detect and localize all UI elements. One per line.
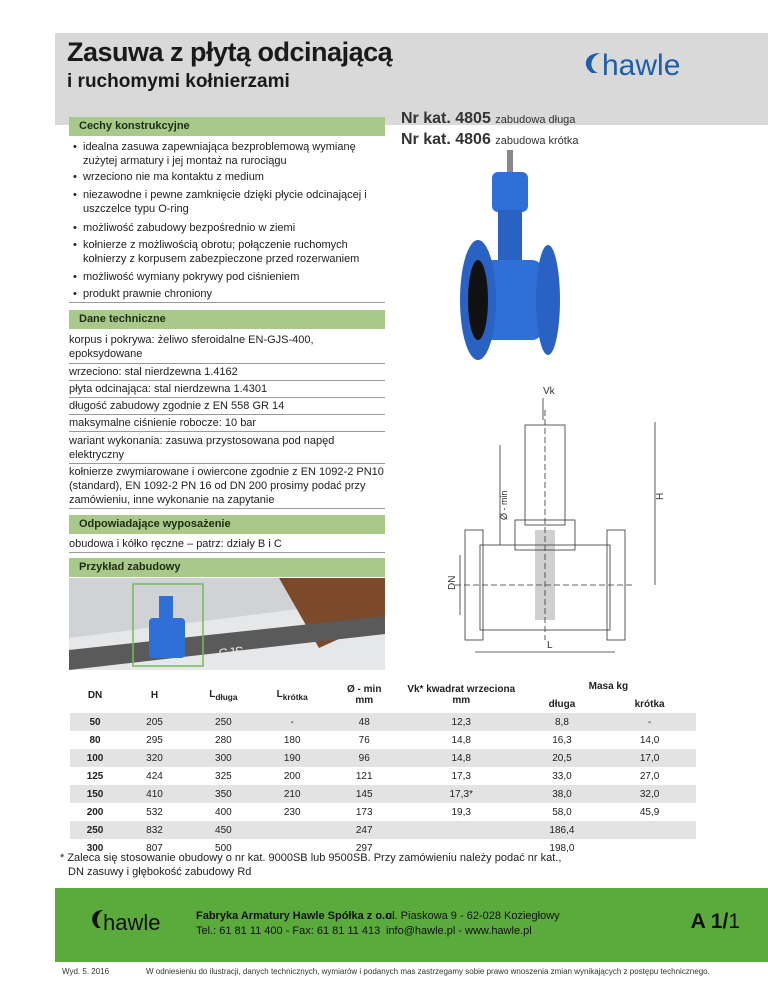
footer-hawle-logo — [89, 904, 169, 940]
table-row — [70, 803, 696, 821]
table-cell: 27,0 — [639, 770, 660, 782]
footnote: * Zaleca się stosowanie obudowy o nr kat. 9000SB lub 9500SB. Przy zamówieniu należy podać nr kat., DN zasuwy i głębokość zabudowy Rd — [60, 852, 562, 878]
table-cell: 400 — [215, 806, 232, 818]
catalog-number-short: Nr kat. 4806 zabudowa krótka — [401, 131, 579, 148]
table-cell: 807 — [146, 842, 163, 854]
table-cell: 121 — [355, 770, 373, 782]
table-cell: 100 — [70, 749, 120, 767]
table-cell: 150 — [70, 785, 120, 803]
technical-row: długość zabudowy zgodnie z EN 558 GR 14 — [69, 400, 285, 412]
table-row — [70, 713, 696, 731]
technical-drawing — [447, 380, 680, 665]
feature-item: • idealna zasuwa zapewniająca bezproblemową wymianę zużytej armatury i jej montaż na rurociągu — [69, 140, 385, 168]
table-cell: 205 — [120, 713, 189, 731]
table-cell: 424 — [146, 770, 163, 782]
table-cell: 250 — [70, 821, 120, 839]
table-cell: 190 — [258, 749, 327, 767]
table-cell: 173 — [355, 806, 373, 818]
page-number: A 1/1 — [690, 910, 740, 933]
table-cell — [258, 821, 327, 839]
accessories-heading: Odpowiadające wyposażenie — [69, 515, 385, 534]
company-phone: Tel.: 61 81 11 400 - Fax: 61 81 11 413 — [196, 925, 381, 937]
feature-item: • możliwość zabudowy bezpośrednio w ziemi — [69, 221, 385, 235]
divider — [69, 380, 385, 381]
table-cell: 8,8 — [521, 713, 603, 731]
table-cell: 14,8 — [402, 749, 521, 767]
table-cell: 80 — [89, 734, 101, 746]
table-cell: 186,4 — [521, 821, 603, 839]
col-l-short: $L_{krótka}$ — [276, 688, 308, 702]
table-cell: 325 — [215, 770, 232, 782]
drawing-label-dn: DN — [447, 575, 458, 590]
features-heading: Cechy konstrukcyjne — [69, 117, 385, 136]
table-row — [70, 785, 696, 803]
technical-row: wrzeciono: stal nierdzewna 1.4162 — [69, 366, 238, 378]
technical-row: maksymalne ciśnienie robocze: 10 bar — [69, 417, 257, 429]
divider — [69, 397, 385, 398]
disclaimer: W odniesieniu do ilustracji, danych technicznych, wymiarów i podanych mas zastrzegamy sobie prawo wnoszenia zmian wynikających z postępu technicznego. — [146, 967, 710, 976]
divider — [69, 508, 385, 509]
table-cell: - — [603, 713, 696, 731]
company-contact: info@hawle.pl - www.hawle.pl — [386, 925, 532, 937]
svg-text:GJS: GJS — [217, 643, 245, 661]
table-cell: 180 — [283, 734, 301, 746]
table-cell: 500 — [215, 842, 232, 854]
table-cell: 200 — [86, 806, 104, 818]
divider — [69, 363, 385, 364]
table-cell: 198,0 — [549, 842, 575, 854]
col-l-long: $L_{długa}$ — [209, 688, 238, 702]
technical-row: płyta odcinająca: stal nierdzewna 1.4301 — [69, 383, 268, 395]
table-cell: 300 — [189, 749, 258, 767]
table-cell — [402, 821, 521, 839]
table-cell: 17,3* — [402, 785, 521, 803]
table-cell: 250 — [189, 713, 258, 731]
drawing-label-dmin: Ø - min — [499, 490, 509, 520]
catalog-number-long: Nr kat. 4805 zabudowa długa — [401, 110, 576, 127]
technical-row: wariant wykonania: zasuwa przystosowana pod napęd elektryczny — [69, 435, 335, 461]
company-address: ul. Piaskowa 9 - 62-028 Koziegłowy — [386, 910, 560, 922]
footer-band — [55, 888, 768, 962]
table-row — [70, 749, 696, 767]
table-cell: 295 — [146, 734, 163, 746]
table-cell: 320 — [120, 749, 189, 767]
table-cell: 33,0 — [552, 770, 572, 782]
feature-item: • niezawodne i pewne zamknięcie dzięki płycie odcinającej i uszczelce typu O-ring — [69, 188, 385, 216]
table-row — [70, 767, 696, 785]
table-cell: 450 — [189, 821, 258, 839]
table-cell: 230 — [283, 806, 301, 818]
table-cell: 96 — [327, 749, 402, 767]
feature-item: • kołnierze z możliwością obrotu; połączenie ruchomych kołnierzy z korpusem zabezpieczone przed rozerwaniem — [69, 238, 385, 266]
table-cell: 14,8 — [451, 734, 471, 746]
table-cell: 19,3 — [451, 806, 471, 818]
table-cell: 76 — [358, 734, 370, 746]
table-cell: 38,0 — [521, 785, 603, 803]
svg-text:hawle: hawle — [602, 49, 681, 82]
table-cell: 532 — [146, 806, 163, 818]
divider — [69, 414, 385, 415]
table-cell: 832 — [120, 821, 189, 839]
accessories-text: obudowa i kółko ręczne – patrz: działy B i C — [69, 538, 282, 550]
page-subtitle: i ruchomymi kołnierzami — [67, 71, 290, 92]
table-cell: 350 — [189, 785, 258, 803]
technical-row: korpus i pokrywa: żeliwo sferoidalne EN-GJS-400, epoksydowane — [69, 334, 314, 360]
feature-item: • produkt prawnie chroniony — [69, 287, 385, 301]
feature-item: • wrzeciono nie ma kontaktu z medium — [69, 170, 385, 184]
dimensions-table — [70, 677, 696, 857]
table-cell: 12,3 — [402, 713, 521, 731]
table-cell: - — [258, 713, 327, 731]
divider — [69, 463, 385, 464]
table-cell — [603, 821, 696, 839]
page-title: Zasuwa z płytą odcinającą — [67, 37, 393, 67]
table-cell: 32,0 — [603, 785, 696, 803]
table-cell: 16,3 — [552, 734, 572, 746]
table-cell: 300 — [86, 842, 104, 854]
technical-heading: Dane techniczne — [69, 310, 385, 329]
table-cell: 297 — [355, 842, 373, 854]
table-row — [70, 821, 696, 839]
table-cell: 210 — [258, 785, 327, 803]
technical-row: kołnierze zwymiarowane i owiercone zgodnie z EN 1092-2 PN10 (standard), EN 1092-2 PN 16 od DN 200 prosimy podać przy zamówieniu, inne wykonanie na zapytanie — [69, 466, 384, 506]
col-vk: Vk* kwadrat wrzeciona mm — [407, 684, 516, 706]
col-mass-long: długa — [548, 698, 576, 710]
table-cell: 200 — [283, 770, 301, 782]
divider — [69, 552, 385, 553]
table-cell: 48 — [327, 713, 402, 731]
col-dn: DN — [87, 689, 103, 701]
table-cell: 17,0 — [603, 749, 696, 767]
drawing-label-l: L — [547, 640, 553, 651]
hawle-logo — [580, 45, 720, 85]
table-cell: 410 — [120, 785, 189, 803]
table-cell: 50 — [70, 713, 120, 731]
table-cell: 145 — [327, 785, 402, 803]
table-cell: 280 — [215, 734, 232, 746]
col-dmin: Ø - min mm — [346, 684, 382, 706]
table-cell: 125 — [86, 770, 104, 782]
company-name: Fabryka Armatury Hawle Spółka z o.o. — [196, 910, 395, 922]
divider — [69, 302, 385, 303]
valve-render-image — [460, 150, 560, 375]
table-cell: 58,0 — [552, 806, 572, 818]
table-cell: 14,0 — [639, 734, 660, 746]
installation-photo — [69, 578, 385, 670]
table-cell: 247 — [327, 821, 402, 839]
col-mass: Masa kg — [588, 680, 629, 692]
drawing-label-h: H — [655, 492, 666, 500]
feature-item: • możliwość wymiany pokrywy pod ciśnieniem — [69, 270, 385, 284]
table-cell: 20,5 — [521, 749, 603, 767]
edition-label: Wyd. 5. 2016 — [62, 967, 110, 976]
table-row — [70, 731, 696, 749]
table-cell: 17,3 — [451, 770, 471, 782]
example-heading: Przykład zabudowy — [69, 558, 385, 577]
svg-text:hawle: hawle — [103, 910, 161, 935]
divider — [69, 431, 385, 432]
drawing-label-vk: Vk — [543, 386, 555, 397]
table-cell — [603, 839, 696, 857]
col-h: H — [150, 689, 159, 701]
col-mass-short: krótka — [634, 698, 665, 710]
table-cell: 45,9 — [639, 806, 660, 818]
